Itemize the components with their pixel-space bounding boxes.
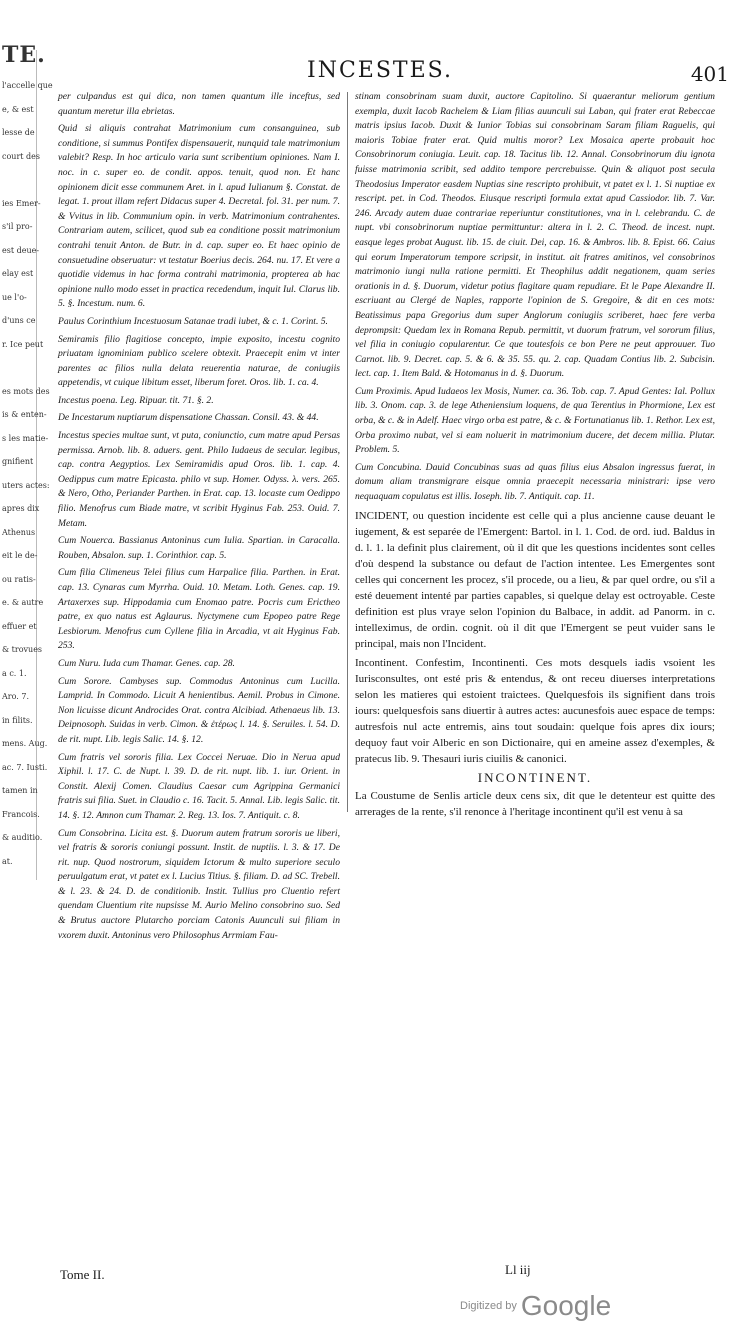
margin-fragment: Francois. (2, 809, 40, 819)
margin-fragment: Aro. 7. (2, 692, 29, 701)
page-number: 401 (690, 62, 729, 86)
left-paragraph: Quid si aliquis contrahat Matrimonium cum consanguinea, sub conditione, si summus Pontifex dispensauerit, nunquid tale matrimonium valebit? Resp. In hoc articulo varia sunt scribentium opiniones. Nam I. noc. in c. super eo. de condit. appos. tenuit, quod non. Et hanc opinionem dicit esse communem Aret. in l. apud Iulianum §. Constat. de legat. 1. prout illam refert Didacus super 4. Decretal. fol. 31. per num. 7. & Vvitus in lib. Communium opin. in verb. Matrimonium contrahentes. Contrariam autem, scilicet, quod sub ea conditione possit matrimonium contrahi tenuit Anton. de Butr. in d. cap. super eo. Et haec opinio de consuetudine obseruatur: vt testatur Boerius decis. 264. nu. 17. Et vere a quotidie videmus in hac forma contrahi matrimonia, propterea ab hac opinione nullo modo esset in practica recedendum, inquit Iul. Clarus lib. 5. §. Incestum. num. 6. (58, 123, 340, 310)
margin-fragment: is & enten- (2, 410, 47, 419)
left-paragraph: Cum fratris vel sororis filia. Lex Coccei Neruae. Dio in Nerua apud Xiphil. l. 17. C. de Nupt. l. 39. D. de rit. nupt. lib. 1. iur. Orient. in Constit. Alexij Comen. Claudius Caesar cum Agrippina Germanici fratris sui filia. Suet. in Claudio c. 16. Tacit. 5. Annal. Lib. legis Salic. tit. 14. §. 12. Amnon cum Thamar. 2. Reg. 13. Ios. 7. Antiquit. c. 8. (58, 751, 340, 821)
watermark-prefix: Digitized by (460, 1300, 517, 1312)
margin-fragment: e, & est (2, 104, 34, 114)
margin-fragment: gnifient (2, 457, 34, 466)
entry-heading: INCONTINENT. (477, 769, 593, 785)
margin-fragment: court des (2, 151, 40, 161)
running-head: INCESTES. (307, 58, 453, 83)
margin-fragment: ue l'o- (2, 292, 27, 302)
margin-fragment: in filits. (2, 715, 33, 725)
left-paragraph: Semiramis filio flagitiose concepto, impie exposito, incestu cognito priuatam ignominiam publico scelere obtexit. Praecepit enim vt inter parentes ac filios nulla delata reuerentia naturae, de coniugiis appetendis, vt cuique libitum esset, liberum foret. Oros. lib. 1. ca. 4. (58, 333, 340, 389)
margin-fragment: ies Emer- (2, 198, 41, 208)
margin-fragment: e. & autre (2, 598, 44, 607)
right-paragraph: Incontinent. Confestim, Incontinenti. Ces mots desquels iadis vsoient les Iurisconsultes, ont esté pris & entendus, & ont receu diuerses interpretations selon les matieres qui estoient traictees. Quelquesfois ils signifient dans trois iours: quelquesfois sans diuertir à autres actes: aucunesfois auec espace de temps: autresfois nul acte entremis, ains tout soudain: quelque fois apres dix iours; dequoy faut voir Alberic en son Dictionaire, qui en ameine assez d'exemples, & pratecus lib. 9. Thesauri iuris ciuilis & canonici. (355, 656, 715, 765)
margin-fragment: r. Ice peut (2, 339, 44, 349)
left-paragraph: Cum Sorore. Cambyses sup. Commodus Antoninus cum Lucilla. Lamprid. In Commodo. Licuit A henientibus. Aemil. Probus in Cimone. Non licuisse dicunt Androcides Orat. contra Alcibiad. Athenaeus lib. 13. Deipnosoph. Suidas in verb. Cimon. & ἐτέρως l. 14. §. Seruiles. l. 54. D. de rit. nupt. Lib. legis Salic. 14. §. 12. (58, 675, 340, 745)
margin-fragment: a c. 1. (2, 668, 27, 678)
margin-fragment: d'uns ce (2, 316, 36, 325)
google-logo: Google (520, 1290, 612, 1321)
margin-fragment: eit le de- (2, 551, 38, 560)
right-paragraph: stinam consobrinam suam duxit, auctore Capitolino. Si quaerantur meliorum gentium exempla, duxit Iacob Rachelem & Liam filias auunculi sui Laban, qui frater erat Rebeccae matris ipsius Iacob. Duxit & Iunior Tobias sui consobrinam Saram filiam Raguelis, qui maioris Tobiae frater erat. Quid multis moror? Lex Mosaica aperte probauit hoc Consobrinorum coniugia. Leuit. cap. 18. Tacitus lib. 12. Annal. Consobrinorum diu ignota fuisse matrimonia scribit, sed addito tempore percrebuisse. Quin & aliquot post secula Theodosius Imperator easdem Nuptias sine rescripto prohibuit, vt patet ex l. 1. Si nuptiae ex rescript. pet. in Cod. Theodos. Eiusque rescripti formula extat apud Cassiodor. lib. 7. Var. 246. Arcady autem duae contrariae reperiuntur constitutiones, vna in l. celebrandu. C. de nupt. vbi consobrinorum nuptiae permittuntur: altera in l. 2. C. Theod. de incest. nupt. easque leges probat August. lib. 15. de ciuit. Dei, cap. 16. & Ambros. lib. 8. Epist. 66. Caius qui eorum Imperatorum tempore scripsit, in institut. ait fratres amitinos, vel consobrinos matrimonio iungi nulla ratione permitti. Et Theophilus addit negationem, quam series orationis in d. §. Duorum, videtur potius flagitare quam repudiare. Et le Pape Alexandre II. escriuant au Clergé de Naples, rapporte l'opinion de S. Gregoire, & dit en ces mots: Beatissimus papa Gregorius dum super Anglorum coniugiis scriberet, haec fere verba deprompsit: Quedam lex in Romana Repub. permittit, vt duorum fratrum, vel sororum filius, vel filia in coniugio copularentur. Ce que toutesfois ce bon Pere ne peut approuuer. Tuo Carnot. lib. 9. Decret. cap. 5. & 6. & 35. 55. qu. 2. cap. Quadam Contius lib. 2. Subcisin. lect. cap. 1. Item Bald. & Hotomanus in d. §. Duorum. (355, 91, 715, 380)
margin-fragment: mens. Aug. (2, 739, 48, 748)
left-paragraph: Cum Nuru. Iuda cum Thamar. Genes. cap. 28. (58, 657, 235, 669)
margin-fragment: apres dix (2, 504, 40, 513)
margin-fragment: est deue- (2, 245, 40, 255)
right-paragraph: INCIDENT, ou question incidente est celle qui a plus ancienne cause deuant le iugement, & est separée de l'Emergent: Bartol. in l. 1. Cod. de ord. iud. Baldus in d. l. 1. la definit plus clairement, où il dit que les questions incidentes sont celles d'où despend la substance ou defaut de l'action intentee. Les Emergentes sont celles qui concernent les procez, s'il procede, ou a lieu, & par quel ordre, ou s'il a esté deuement intenté par parties capables, si quelque delay est octroyable. Ceste definition est plus vraye selon l'opinion du Balbace, in addit. ad Panorm. in c. intelleximus, de ordin. cognit. où il dit que l'Emergent se peut vuider sans le principal, mais non l'Incident. (355, 509, 715, 650)
margin-fragment: lesse de (2, 128, 35, 137)
digitization-watermark (460, 1290, 730, 1322)
left-column (58, 90, 340, 946)
margin-fragment: effuer et (2, 621, 37, 631)
margin-fragment: Athenus (2, 527, 36, 537)
margin-fragment: & trovues (2, 645, 43, 654)
right-column (355, 90, 715, 823)
margin-fragment: ac. 7. Iusti. (2, 762, 48, 772)
margin-fragment: tamen in (2, 786, 38, 795)
volume-mark: Tome II. (60, 1267, 105, 1282)
margin-fragment: es mots des (2, 386, 50, 396)
right-paragraph: Cum Proximis. Apud Iudaeos lex Mosis, Numer. ca. 36. Tob. cap. 7. Apud Gentes: Ial. Pollux lib. 3. Onom. cap. 3. de lege Atheniensium loquens, de qua Terentius in Phormione, Lex est orba, & c. & in Adelf. Haec virgo orba est patre, & c. & Fortunatianus lib. 1. Rethor. Lex est, Orba proximo nubat, vel si eam noluerit in matrimonium ducere, det decem millia. Plutar. Problem. 5. (355, 385, 715, 456)
left-paragraph: per culpandus est qui dica, non tamen quantum ille inceftus, sed quantum meretur illa ebrietas. (58, 91, 340, 117)
margin-fragment: ou ratis- (2, 574, 36, 584)
margin-fragment: s'il pro- (2, 222, 33, 231)
left-paragraph: Cum Nouerca. Bassianus Antoninus cum Iulia. Spartian. in Caracalla. Rouben, Absalon. sup. 1. Corinthior. cap. 5. (58, 535, 340, 561)
margin-fragment: s les matie- (2, 433, 49, 443)
right-paragraph: Cum Concubina. Dauid Concubinas suas ad quas filius eius Absalon ingressus fuerat, in domum aliam transmigrare eisque omnia praecepit necessaria ministrari: ipse vero nequaquam copulatus est illis. Ioseph. lib. 7. Antiquit. cap. 11. (355, 461, 715, 503)
left-paragraph: Paulus Corinthium Incestuosum Satanae tradi iubet, & c. 1. Corint. 5. (58, 315, 328, 327)
previous-page-margin (0, 42, 53, 880)
left-paragraph: Cum filia Climeneus Telei filius cum Harpalice filia. Parthen. in Erat. cap. 13. Cynaras cum Myrrha. Ouid. 10. Metam. Loth. Genes. cap. 19. Artaxerxes sup. Hippodamia cum Enomao patre. Pocris cum Erictheo patre, ex quo natus est Aglaurus. Nyctymene cum Epopeo patre Rege Lesbiorum. Menofrus cum Cyllene filia in Arcadia, vt ait Hyginus Fab. 253. (58, 567, 340, 652)
margin-fragment: at. (2, 856, 13, 866)
left-paragraph: Cum Consobrina. Licita est. §. Duorum autem fratrum sororis ue liberi, vel fratris & sororis coniungi possunt. Instit. de nuptiis. l. 3. & 17. De rit. nup. Quod nostrorum, siquidem Ictorum & multo superiore seculo peruulgatum erat, vt patet ex l. Lucius Titius. §. filiam. D. ad SC. Trebell. & l. 23. & 24. D. de conditionib. Instit. Tullius pro Cluentio refert quendam Cluentium rite nupsisse M. Aurio Melino consobrino suo. Sed & Brutus auctore Plutarcho porciam Catonis Auunculi sui filiam in vxorem duxit. Antoninus vero Philosophus Arrmiam Fau- (58, 827, 340, 941)
margin-fragment: l'accelle que (2, 81, 53, 90)
signature-mark: Ll iij (505, 1262, 531, 1277)
margin-header-fragment: TE. (2, 42, 46, 68)
left-paragraph: Incestus species multae sunt, vt puta, coniunctio, cum matre apud Persas permissa. Arnob. lib. 8. aduers. gent. Philo Iudaeus de secular. legibus, cap. contra Aegyptios. Lex Semiramidis apud Oros. lib. 1. cap. 4. Oedippus cum matre Epicasta. philo vt sup. Homer. Odyss. λ. vers. 265. & Nero, Otho, Periander Parthen. in Erat. cap. 13. locaste cum Oedippo filio. Menofrus cum Biade matre, vt scribit Hyginus Fab. 253. Ouid. 7. Metam. (58, 430, 340, 529)
margin-fragment: elay est (2, 269, 34, 278)
margin-fragment: & auditio. (2, 833, 43, 842)
left-paragraph: De Incestarum nuptiarum dispensatione Chassan. Consil. 43. & 44. (58, 412, 319, 424)
margin-fragment: uters actes: (2, 480, 50, 490)
right-paragraph: La Coustume de Senlis article deux cens six, dit que le detenteur est quitte des arrerages de la rente, s'il renonce à l'heritage incontinent qu'il est venu à sa (355, 790, 715, 819)
left-paragraph: Incestus poena. Leg. Ripuar. tit. 71. §. 2. (58, 394, 214, 406)
column-divider (347, 92, 348, 812)
